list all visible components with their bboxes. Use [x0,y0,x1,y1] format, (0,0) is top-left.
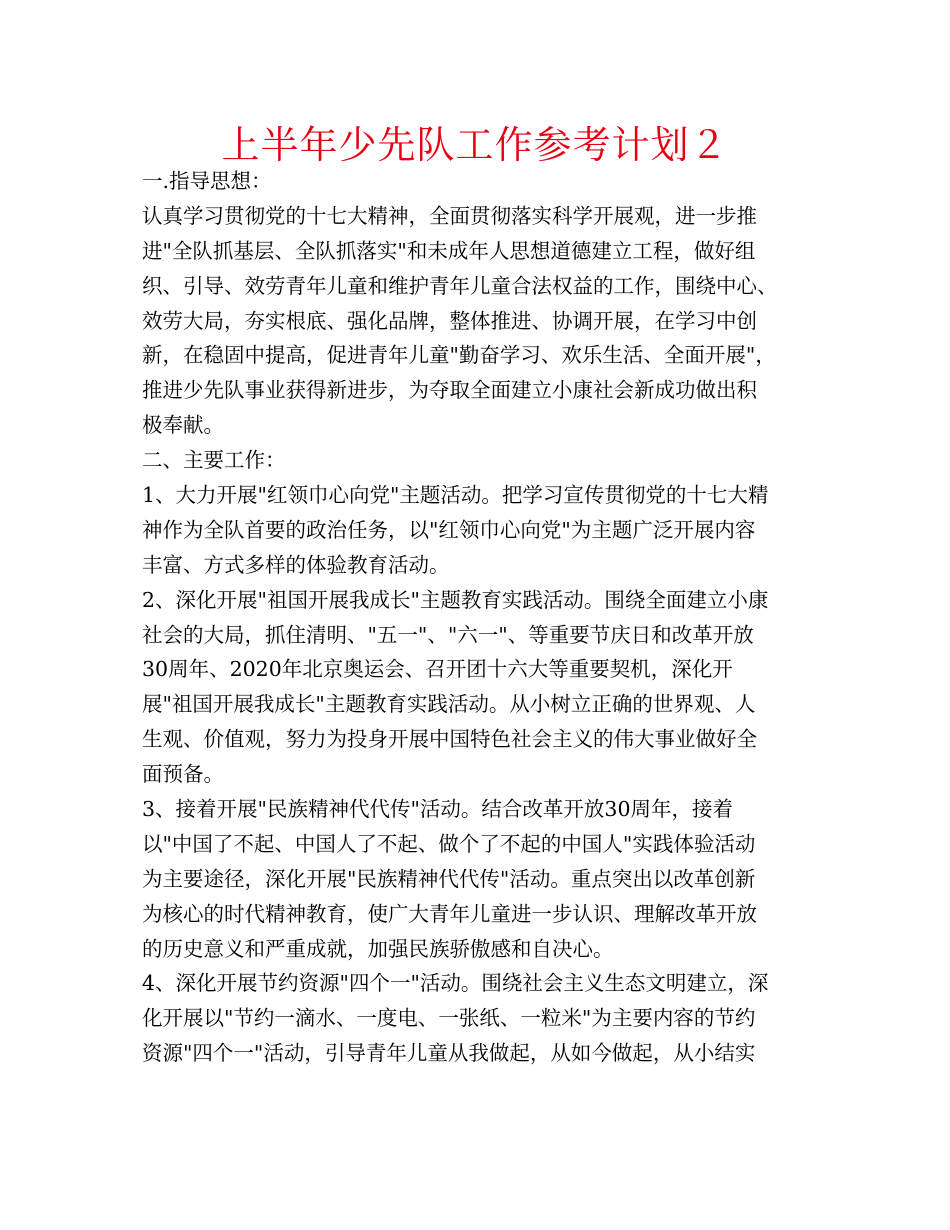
text-line: 神作为全队首要的政治任务，以"红领巾心向党"为主题广泛开展内容 [142,517,756,542]
text-line: 1、大力开展"红领巾心向党"主题活动。把学习宣传贯彻党的十七大精 [142,483,769,508]
text-line: 30周年、2020年北京奥运会、召开团十六大等重要契机，深化开 [142,657,733,682]
text-line: 展"祖国开展我成长"主题教育实践活动。从小树立正确的世界观、人 [142,692,756,717]
text-line: 极奉献。 [142,413,224,438]
text-line: 二、主要工作： [142,448,286,473]
document-body [142,164,822,1071]
text-line: 3、接着开展"民族精神代代传"活动。结合改革开放30周年，接着 [142,797,733,822]
text-line: 2、深化开展"祖国开展我成长"主题教育实践活动。围绕全面建立小康 [142,587,769,612]
text-line: 4、深化开展节约资源"四个一"活动。围绕社会主义生态文明建立，深 [142,971,769,996]
text-line: 推进少先队事业获得新进步，为夺取全面建立小康社会新成功做出积 [142,378,757,403]
text-line: 效劳大局，夯实根底、强化品牌，整体推进、协调开展，在学习中创 [142,308,757,333]
text-line: 社会的大局，抓住清明、"五一"、"六一"、等重要节庆日和改革开放 [142,622,754,647]
text-line: 认真学习贯彻党的十七大精神，全面贯彻落实科学开展观，进一步推 [142,203,757,228]
text-line: 一.指导思想： [142,169,272,193]
text-line: 的历史意义和严重成就，加强民族骄傲感和自决心。 [142,936,614,961]
text-line: 面预备。 [142,762,224,787]
text-line: 织、引导、效劳青年儿童和维护青年儿童合法权益的工作，围绕中心、 [142,273,778,298]
text-line: 化开展以"节约一滴水、一度电、一张纸、一粒米"为主要内容的节约 [142,1006,756,1031]
text-line: 生观、价值观，努力为投身开展中国特色社会主义的伟大事业做好全 [142,727,757,752]
text-line: 为核心的时代精神教育，使广大青年儿童进一步认识、理解改革开放 [142,901,757,926]
text-line: 资源"四个一"活动，引导青年儿童从我做起，从如今做起，从小结实 [142,1041,756,1066]
text-line: 新，在稳固中提高，促进青年儿童"勤奋学习、欢乐生活、全面开展"， [142,343,776,368]
text-line: 丰富、方式多样的体验教育活动。 [142,552,450,577]
document-title: 上半年少先队工作参考计划２ [221,123,729,167]
text-line: 进"全队抓基层、全队抓落实"和未成年人思想道德建立工程，做好组 [142,238,756,263]
text-line: 为主要途径，深化开展"民族精神代代传"活动。重点突出以改革创新 [142,866,756,891]
text-line: 以"中国了不起、中国人了不起、做个了不起的中国人"实践体验活动 [142,831,756,856]
